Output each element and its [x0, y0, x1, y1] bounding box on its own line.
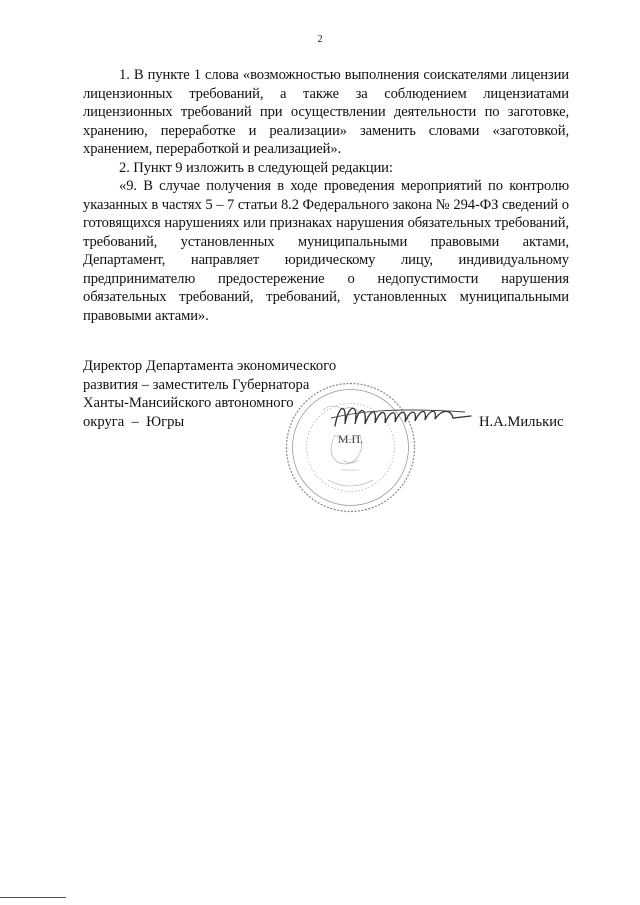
- footer-divider: [0, 897, 66, 898]
- signer-position-line: развития – заместитель Губернатора: [83, 376, 310, 393]
- document-body: [83, 66, 569, 325]
- handwritten-signature: [325, 396, 475, 436]
- seal-center-text: М.П.: [337, 432, 364, 446]
- paragraph-1: 1. В пункте 1 слова «возможностью выполнения соискателями лицензии лицензионных требований, а также за соблюдением лицензиатами лицензионных требований при осуществлении деятельности по заготовке, хранению, переработке и реализации» заменить словами «заготовкой, хранением, переработкой и реализацией».: [83, 67, 569, 157]
- signer-position-line: Ханты-Мансийского автономного: [83, 395, 294, 411]
- signer-position-line: Директор Департамента экономического: [83, 358, 337, 374]
- page-number: 2: [317, 34, 323, 45]
- signer-position-line: округа – Югры: [83, 413, 185, 430]
- signer-name: Н.А.Милькис: [479, 414, 564, 430]
- paragraph-3: «9. В случае получения в ходе проведения мероприятий по контролю указанных в частях 5 – 7 статьи 8.2 Федерального закона № 294-ФЗ сведений о готовящихся нарушениях или признаках нарушения обязательных требований, требований, установленных муниципальными правовыми актами, Департамент, направляет юридическому лицу, индивидуальному предпринимателю предостережение о недопустимости нарушения обязательных требований, требований, установленных муниципальными правовыми актами».: [83, 178, 569, 324]
- paragraph-2: 2. Пункт 9 изложить в следующей редакции:: [119, 159, 393, 176]
